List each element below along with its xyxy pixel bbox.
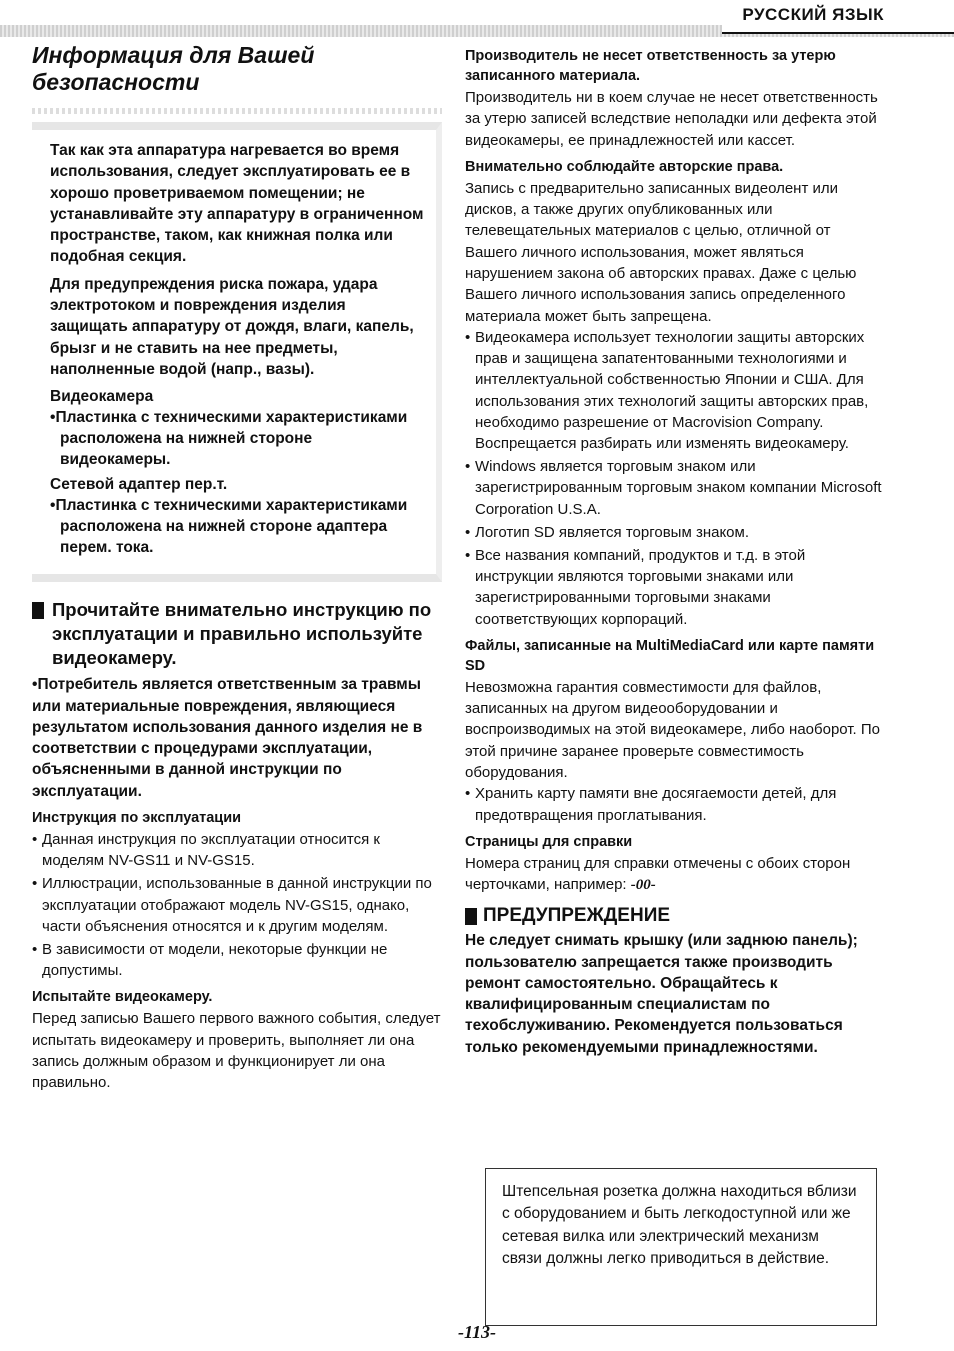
list-item: • Данная инструкция по эксплуатации относится к моделям NV-GS11 и NV-GS15. (32, 831, 380, 870)
camera-bullet: •Пластинка с техническими характеристиками расположена на нижней стороне видеокамеры. (50, 409, 408, 469)
manual-heading: Инструкция по эксплуатации (32, 810, 242, 827)
test-text: Перед записью Вашего первого важного события, следует испытать видеокамеру и проверить, выполняет ли она запись должным образом и функционирует ли она правильно. (32, 1010, 441, 1092)
bullet-icon: • (465, 328, 471, 346)
right-column (465, 46, 885, 1058)
adapter-label: Сетевой адаптер пер.т. (50, 476, 228, 494)
list-item: • Логотип SD является торговым знаком. (465, 522, 885, 543)
bullet-icon: • (465, 547, 471, 564)
safety-paragraph-fire: Для предупреждения риска пожара, удара электротоком и повреждения изделия защищать аппаратуру от дождя, влаги, капель, брызг и не ставить на нее предметы, наполненные водой (напр., вазы). (50, 275, 414, 378)
copyright-heading: Внимательно соблюдайте авторские права. (465, 158, 784, 175)
safety-paragraph-ventilation: Так как эта аппаратура нагревается во время использования, следует эксплуатировать ее в хорошо проветриваемом помещении; не устанавливайте эту аппаратуру в ограниченном пространстве, таком, как книжная полка или подобная секция. (50, 142, 424, 266)
pages-text: Номера страниц для справки отмечены с обоих сторон черточками, например: -00- (465, 854, 851, 893)
liability-text: Производитель ни в коем случае не несет ответственность за утерю записей вследствие неполадки или дефекта этой видеокамеры, ее принадлежностей или кассет. (465, 89, 878, 149)
adapter-bullet: •Пластинка с техническими характеристиками расположена на нижней стороне адаптера перем. тока. (50, 497, 408, 557)
bullet-icon: • (465, 785, 471, 803)
list-item: • Видеокамера использует технологии защиты авторских прав и защищена запатентованными технологиями и интеллектуальной собственностью Японии и США. Для использования этих технологий защиты авторских прав, необходимо разрешение от Macrovision Company. Воспрещается разбирать или изменять видеокамеру. (465, 328, 869, 452)
language-label: РУССКИЙ ЯЗЫК (722, 0, 954, 34)
list-item: • В зависимости от модели, некоторые функции не допустимы. (32, 941, 388, 980)
liability-heading: Производитель не несет ответственность за утерю записанного материала. (465, 48, 836, 84)
bullet-icon: • (50, 409, 56, 427)
copyright-text: Запись с предварительно записанных видеолент или дисков, а также других опубликованных или телевещательных материалов с целью, отличной от Вашего личного использования, может являться нарушением закона об авторских правах. Даже с целью Вашего личного использования запись определенного материала может быть запрещена. (465, 179, 857, 325)
title-rule (32, 108, 442, 114)
page-ref-example: -00- (630, 877, 656, 893)
section-square-icon (465, 908, 477, 925)
page-number: -113- (458, 1322, 496, 1342)
left-column (32, 42, 442, 1094)
files-heading: Файлы, записанные на MultiMediaCard или карте памяти SD (465, 637, 875, 674)
bullet-icon: • (32, 831, 38, 849)
responsibility-bullet: •Потребитель является ответственным за травмы или материальные повреждения, являющиеся результатом использования данного изделия не в соответствии с процедурами эксплуатации, объясненными в данной инструкции по эксплуатации. (32, 676, 423, 800)
files-text: Невозможна гарантия совместимости для файлов, записанных на другом видеооборудовании и воспроизводимых на этой видеокамере, либо наоборот. По этой причине заранее проверьте совместимость оборудования. (465, 678, 880, 781)
list-item: • Иллюстрации, использованные в данной инструкции по эксплуатации отображают модель NV-GS15, однако, части объяснения относятся и к другим моделям. (32, 875, 432, 935)
plug-notice-box (485, 1168, 877, 1326)
list-item: • Все названия компаний, продуктов и т.д. в этой инструкции являются торговыми знаками или зарегистрированными торговыми знаками соответствующих корпораций. (465, 547, 806, 628)
warning-text: Не следует снимать крышку (или заднюю панель); пользователю запрещается также производить ремонт самостоятельно. Обращайтесь к квалифицированным специалистам по техобслуживанию. Рекомендуется пользоваться только рекомендуемыми принадлежностями. (465, 932, 858, 1056)
bullet-icon: • (32, 941, 38, 959)
bullet-icon: • (465, 458, 471, 476)
warning-heading: ПРЕДУПРЕЖДЕНИЕ (465, 904, 885, 928)
bullet-icon: • (465, 523, 471, 541)
read-manual-heading: Прочитайте внимательно инструкцию по эксплуатации и правильно используйте видеокамеру. (32, 598, 442, 670)
bullet-icon: • (50, 497, 56, 515)
camera-label: Видеокамера (50, 388, 154, 406)
safety-box (32, 122, 442, 582)
list-item: • Хранить карту памяти вне досягаемости детей, для предотвращения проглатывания. (465, 785, 837, 824)
plug-notice-text: Штепсельная розетка должна находиться вблизи с оборудованием и быть легкодоступной или же сетевая вилка или электрический механизм связи должны легко приводиться в действие. (502, 1183, 857, 1267)
bullet-icon: • (32, 676, 38, 694)
section-square-icon (32, 602, 44, 619)
list-item: • Windows является торговым знаком или зарегистрированным торговым знаком компании Microsoft Corporation U.S.A. (465, 458, 882, 518)
page-title: Информация для Вашей безопасности (32, 42, 315, 95)
bullet-icon: • (32, 875, 38, 893)
test-heading: Испытайте видеокамеру. (32, 989, 213, 1006)
pages-heading: Страницы для справки (465, 833, 633, 850)
